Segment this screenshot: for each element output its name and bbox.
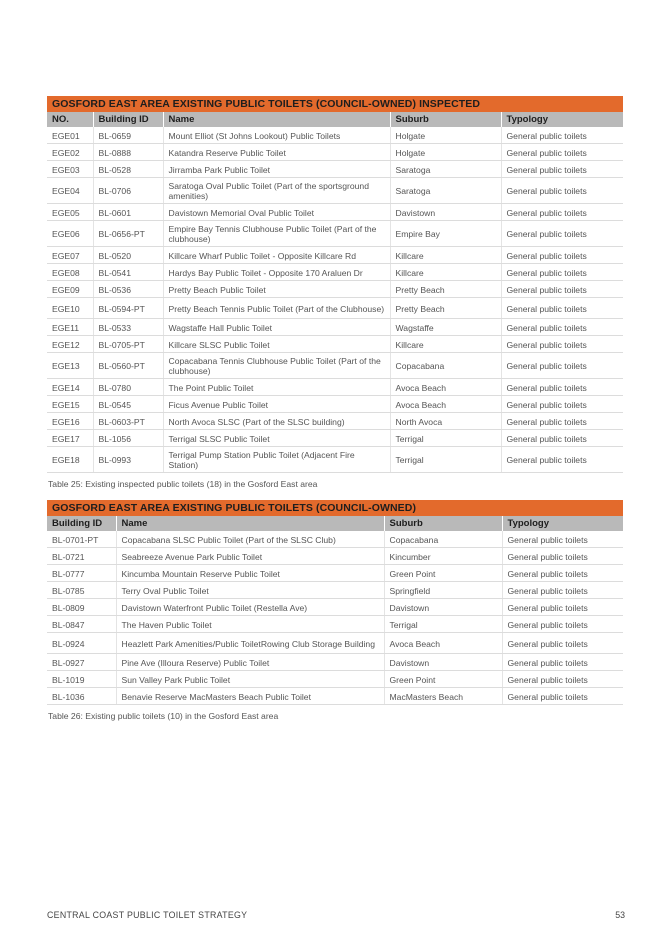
table-row: [47, 247, 623, 264]
table-row: [47, 671, 623, 688]
cell-name: Terry Oval Public Toilet: [116, 582, 384, 599]
table-row: [47, 565, 623, 582]
column-header-no: NO.: [47, 112, 93, 127]
table-row: [47, 582, 623, 599]
cell-no: EGE17: [47, 430, 93, 447]
cell-id: BL-1019: [47, 671, 116, 688]
cell-name: Empire Bay Tennis Clubhouse Public Toilet (Part of the clubhouse): [163, 221, 390, 247]
cell-suburb: Pretty Beach: [390, 298, 501, 319]
cell-name: Heazlett Park Amenities/Public ToiletRowing Club Storage Building: [116, 633, 384, 654]
cell-typology: General public toilets: [501, 281, 623, 298]
cell-typology: General public toilets: [501, 353, 623, 379]
cell-name: Terrigal SLSC Public Toilet: [163, 430, 390, 447]
cell-no: EGE16: [47, 413, 93, 430]
cell-suburb: Killcare: [390, 264, 501, 281]
table-row: [47, 161, 623, 178]
cell-suburb: Wagstaffe: [390, 319, 501, 336]
cell-name: Copacabana SLSC Public Toilet (Part of the SLSC Club): [116, 531, 384, 548]
table-row: [47, 616, 623, 633]
table-row: [47, 281, 623, 298]
cell-typology: General public toilets: [501, 396, 623, 413]
cell-typology: General public toilets: [502, 671, 623, 688]
column-header-name: Name: [116, 516, 384, 531]
cell-typology: General public toilets: [501, 413, 623, 430]
cell-name: Benavie Reserve MacMasters Beach Public Toilet: [116, 688, 384, 705]
table-header-row: [47, 516, 623, 531]
table-row: [47, 336, 623, 353]
cell-suburb: Saratoga: [390, 161, 501, 178]
cell-id: BL-0701-PT: [47, 531, 116, 548]
cell-suburb: Avoca Beach: [390, 396, 501, 413]
cell-typology: General public toilets: [501, 447, 623, 473]
cell-name: Jirramba Park Public Toilet: [163, 161, 390, 178]
cell-no: EGE18: [47, 447, 93, 473]
cell-typology: General public toilets: [501, 221, 623, 247]
cell-id: BL-0545: [93, 396, 163, 413]
cell-suburb: MacMasters Beach: [384, 688, 502, 705]
cell-suburb: Davistown: [384, 599, 502, 616]
table-row: [47, 264, 623, 281]
cell-id: BL-0520: [93, 247, 163, 264]
cell-name: Seabreeze Avenue Park Public Toilet: [116, 548, 384, 565]
table-row: [47, 319, 623, 336]
column-header-typology: Typology: [501, 112, 623, 127]
inspected-toilets-table-block: [47, 96, 623, 489]
cell-suburb: Holgate: [390, 127, 501, 144]
table-caption: Table 26: Existing public toilets (10) in the Gosford East area: [48, 711, 279, 721]
table-row: [47, 531, 623, 548]
cell-suburb: Copacabana: [384, 531, 502, 548]
cell-name: The Haven Public Toilet: [116, 616, 384, 633]
cell-id: BL-0785: [47, 582, 116, 599]
cell-id: BL-0809: [47, 599, 116, 616]
cell-no: EGE14: [47, 379, 93, 396]
cell-id: BL-0706: [93, 178, 163, 204]
cell-typology: General public toilets: [501, 161, 623, 178]
cell-typology: General public toilets: [501, 247, 623, 264]
cell-no: EGE09: [47, 281, 93, 298]
existing-toilets-table: [47, 516, 623, 705]
table-row: [47, 353, 623, 379]
cell-name: Killcare Wharf Public Toilet - Opposite Killcare Rd: [163, 247, 390, 264]
cell-no: EGE10: [47, 298, 93, 319]
cell-suburb: Terrigal: [390, 430, 501, 447]
cell-typology: General public toilets: [502, 599, 623, 616]
cell-suburb: Pretty Beach: [390, 281, 501, 298]
cell-suburb: Empire Bay: [390, 221, 501, 247]
cell-typology: General public toilets: [502, 531, 623, 548]
cell-id: BL-0601: [93, 204, 163, 221]
table-row: [47, 633, 623, 654]
cell-name: Mount Elliot (St Johns Lookout) Public Toilets: [163, 127, 390, 144]
cell-name: Davistown Waterfront Public Toilet (Restella Ave): [116, 599, 384, 616]
cell-no: EGE03: [47, 161, 93, 178]
table-row: [47, 298, 623, 319]
cell-no: EGE13: [47, 353, 93, 379]
cell-suburb: Green Point: [384, 671, 502, 688]
cell-no: EGE05: [47, 204, 93, 221]
cell-no: EGE07: [47, 247, 93, 264]
cell-id: BL-0594-PT: [93, 298, 163, 319]
cell-no: EGE12: [47, 336, 93, 353]
cell-name: Katandra Reserve Public Toilet: [163, 144, 390, 161]
column-header-suburb: Suburb: [390, 112, 501, 127]
cell-suburb: Copacabana: [390, 353, 501, 379]
column-header-building-id: Building ID: [47, 516, 116, 531]
cell-typology: General public toilets: [502, 616, 623, 633]
cell-typology: General public toilets: [501, 204, 623, 221]
table-row: [47, 413, 623, 430]
cell-id: BL-0603-PT: [93, 413, 163, 430]
inspected-toilets-table: [47, 112, 623, 473]
cell-typology: General public toilets: [501, 178, 623, 204]
table-body: [47, 531, 623, 705]
column-header-typology: Typology: [502, 516, 623, 531]
cell-id: BL-0927: [47, 654, 116, 671]
table-body: [47, 127, 623, 473]
cell-typology: General public toilets: [502, 548, 623, 565]
cell-suburb: Saratoga: [390, 178, 501, 204]
cell-suburb: Killcare: [390, 336, 501, 353]
cell-suburb: Terrigal: [390, 447, 501, 473]
cell-suburb: Davistown: [384, 654, 502, 671]
cell-id: BL-0721: [47, 548, 116, 565]
table-row: [47, 430, 623, 447]
cell-name: North Avoca SLSC (Part of the SLSC building): [163, 413, 390, 430]
table-row: [47, 144, 623, 161]
cell-id: BL-1056: [93, 430, 163, 447]
cell-name: The Point Public Toilet: [163, 379, 390, 396]
cell-typology: General public toilets: [501, 430, 623, 447]
cell-typology: General public toilets: [501, 298, 623, 319]
table-row: [47, 447, 623, 473]
cell-name: Davistown Memorial Oval Public Toilet: [163, 204, 390, 221]
table-title: GOSFORD EAST AREA EXISTING PUBLIC TOILETS (COUNCIL-OWNED) INSPECTED: [47, 96, 623, 112]
cell-typology: General public toilets: [501, 127, 623, 144]
table-row: [47, 127, 623, 144]
table-row: [47, 379, 623, 396]
cell-no: EGE01: [47, 127, 93, 144]
table-row: [47, 178, 623, 204]
footer-page-number: 53: [615, 910, 625, 920]
cell-no: EGE06: [47, 221, 93, 247]
cell-no: EGE15: [47, 396, 93, 413]
table-row: [47, 599, 623, 616]
cell-typology: General public toilets: [501, 144, 623, 161]
cell-name: Hardys Bay Public Toilet - Opposite 170 Araluen Dr: [163, 264, 390, 281]
cell-typology: General public toilets: [501, 319, 623, 336]
cell-id: BL-0777: [47, 565, 116, 582]
cell-id: BL-0780: [93, 379, 163, 396]
table-row: [47, 221, 623, 247]
table-row: [47, 688, 623, 705]
cell-id: BL-0993: [93, 447, 163, 473]
cell-name: Killcare SLSC Public Toilet: [163, 336, 390, 353]
cell-typology: General public toilets: [501, 264, 623, 281]
cell-suburb: Avoca Beach: [390, 379, 501, 396]
cell-suburb: Killcare: [390, 247, 501, 264]
column-header-suburb: Suburb: [384, 516, 502, 531]
cell-name: Pine Ave (Illoura Reserve) Public Toilet: [116, 654, 384, 671]
cell-name: Pretty Beach Public Toilet: [163, 281, 390, 298]
table-row: [47, 548, 623, 565]
cell-id: BL-0847: [47, 616, 116, 633]
cell-suburb: North Avoca: [390, 413, 501, 430]
existing-toilets-table-block: [47, 500, 623, 721]
cell-id: BL-0659: [93, 127, 163, 144]
cell-id: BL-0705-PT: [93, 336, 163, 353]
cell-suburb: Green Point: [384, 565, 502, 582]
cell-typology: General public toilets: [502, 582, 623, 599]
cell-name: Ficus Avenue Public Toilet: [163, 396, 390, 413]
cell-suburb: Holgate: [390, 144, 501, 161]
column-header-name: Name: [163, 112, 390, 127]
cell-typology: General public toilets: [502, 633, 623, 654]
cell-no: EGE08: [47, 264, 93, 281]
cell-name: Kincumba Mountain Reserve Public Toilet: [116, 565, 384, 582]
cell-suburb: Springfield: [384, 582, 502, 599]
table-row: [47, 654, 623, 671]
cell-no: EGE02: [47, 144, 93, 161]
cell-typology: General public toilets: [502, 654, 623, 671]
cell-no: EGE04: [47, 178, 93, 204]
table-header-row: [47, 112, 623, 127]
cell-name: Pretty Beach Tennis Public Toilet (Part of the Clubhouse): [163, 298, 390, 319]
cell-suburb: Avoca Beach: [384, 633, 502, 654]
cell-name: Copacabana Tennis Clubhouse Public Toilet (Part of the clubhouse): [163, 353, 390, 379]
cell-id: BL-0533: [93, 319, 163, 336]
cell-id: BL-0924: [47, 633, 116, 654]
cell-suburb: Terrigal: [384, 616, 502, 633]
cell-id: BL-0560-PT: [93, 353, 163, 379]
column-header-building-id: Building ID: [93, 112, 163, 127]
cell-name: Wagstaffe Hall Public Toilet: [163, 319, 390, 336]
cell-typology: General public toilets: [501, 336, 623, 353]
cell-no: EGE11: [47, 319, 93, 336]
cell-typology: General public toilets: [502, 565, 623, 582]
table-row: [47, 204, 623, 221]
cell-id: BL-0536: [93, 281, 163, 298]
cell-name: Sun Valley Park Public Toilet: [116, 671, 384, 688]
footer-document-title: CENTRAL COAST PUBLIC TOILET STRATEGY: [47, 910, 248, 920]
cell-id: BL-0528: [93, 161, 163, 178]
table-title: GOSFORD EAST AREA EXISTING PUBLIC TOILETS (COUNCIL-OWNED): [47, 500, 623, 516]
cell-id: BL-0656-PT: [93, 221, 163, 247]
table-row: [47, 396, 623, 413]
cell-id: BL-0888: [93, 144, 163, 161]
table-caption: Table 25: Existing inspected public toilets (18) in the Gosford East area: [48, 479, 318, 489]
cell-id: BL-0541: [93, 264, 163, 281]
cell-suburb: Davistown: [390, 204, 501, 221]
cell-id: BL-1036: [47, 688, 116, 705]
cell-typology: General public toilets: [502, 688, 623, 705]
cell-name: Terrigal Pump Station Public Toilet (Adjacent Fire Station): [163, 447, 390, 473]
cell-suburb: Kincumber: [384, 548, 502, 565]
cell-typology: General public toilets: [501, 379, 623, 396]
cell-name: Saratoga Oval Public Toilet (Part of the sportsground amenities): [163, 178, 390, 204]
